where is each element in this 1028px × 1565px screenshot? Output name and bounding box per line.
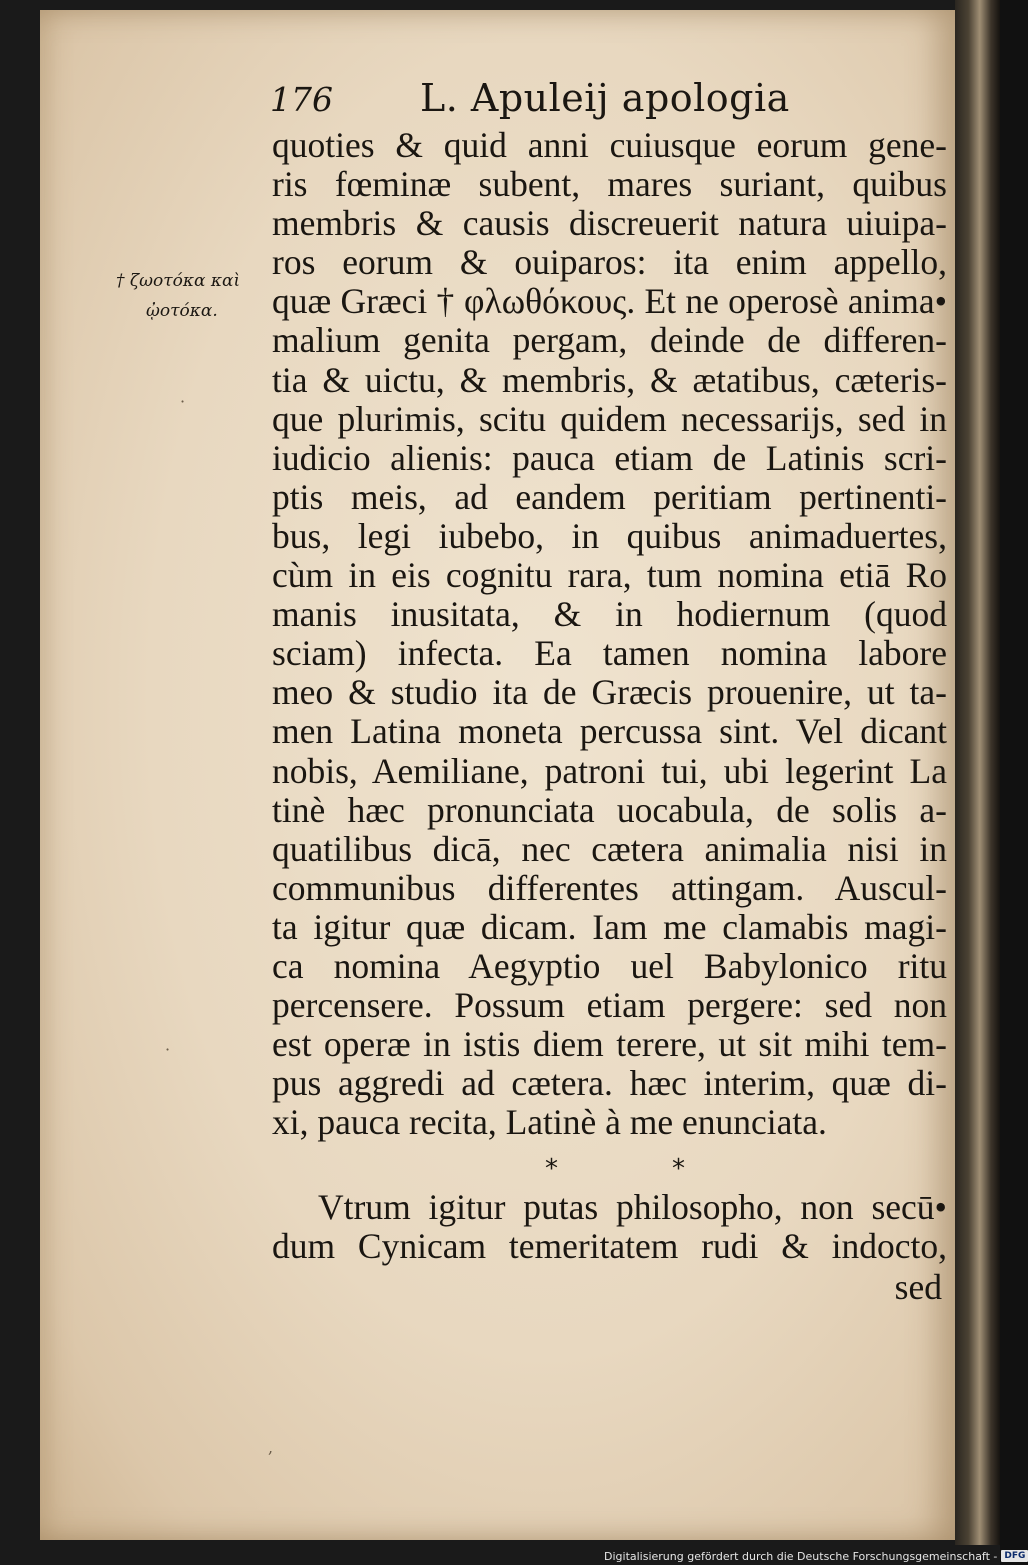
text-line: cùm in eis cognitu rara, tum nomina etiā Ro (272, 555, 947, 596)
section-separator (545, 1154, 685, 1184)
main-text-block (272, 126, 947, 1142)
text-line: quoties & quid anni cuiusque eorum gene- (272, 125, 947, 165)
text-line: quatilibus dicā, nec cætera animalia nisi in (272, 828, 947, 869)
text-line: tinè hæc pronunciata uocabula, de solis a- (272, 789, 947, 830)
margin-note-line-2: ᾠοτόκα. (146, 301, 218, 321)
text-line: nobis, Aemiliane, patroni tui, ubi legerint La (272, 750, 947, 791)
text-line: ros eorum & ouiparos: ita enim appello, (272, 242, 947, 283)
margin-note-line-1: † ζωοτόκα καὶ (116, 271, 241, 291)
asterisk-right: * (672, 1154, 685, 1184)
text-line: dum Cynicam temeritatem rudi & indocto, (272, 1226, 947, 1267)
margin-note (116, 266, 276, 326)
text-line: percensere. Possum etiam pergere: sed non (272, 985, 947, 1026)
text-line: iudicio alienis: pauca etiam de Latinis scri- (272, 437, 947, 478)
text-line: ptis meis, ad eandem peritiam pertinenti- (272, 476, 947, 517)
asterisk-left: * (545, 1154, 558, 1184)
running-title: L. Apuleij apologia (420, 76, 790, 120)
text-line: bus, legi iubebo, in quibus animaduertes, (272, 515, 947, 556)
page-header (270, 76, 960, 126)
digitization-credit (604, 1547, 1026, 1565)
text-line: que plurimis, scitu quidem necessarijs, sed in (272, 398, 947, 439)
text-line: membris & causis discreuerit natura uiuipa- (272, 203, 947, 244)
text-line: xi, pauca recita, Latinè à me enunciata. (272, 1102, 827, 1143)
second-paragraph (272, 1188, 947, 1266)
text-line: ris fœminæ subent, mares suriant, quibus (272, 164, 947, 205)
catchword: sed (894, 1267, 942, 1307)
text-line: pus aggredi ad cætera. hæc interim, quæ di- (272, 1063, 947, 1104)
text-line: quæ Græci † φλωθόκους. Et ne operosè anima• (272, 281, 947, 322)
text-line: ta igitur quæ dicam. Iam me clamabis magi- (272, 906, 947, 947)
stray-mark: , (268, 1438, 274, 1457)
page-edge-strip (955, 0, 1000, 1545)
text-line: ca nomina Aegyptio uel Babylonico ritu (272, 945, 947, 986)
page-number: 176 (270, 80, 333, 119)
dfg-logo: DFG (1001, 1550, 1028, 1562)
text-line: communibus differentes attingam. Auscul- (272, 867, 947, 908)
text-line: men Latina moneta percussa sint. Vel dicant (272, 711, 947, 752)
text-line: tia & uictu, & membris, & ætatibus, cæteris- (272, 359, 947, 400)
text-line: meo & studio ita de Græcis prouenire, ut ta- (272, 672, 947, 713)
text-line: Vtrum igitur putas philosopho, non secū• (318, 1187, 947, 1227)
stray-mark: · (180, 392, 186, 411)
text-line: est operæ in istis diem terere, ut sit mihi tem- (272, 1024, 947, 1065)
stray-mark: · (165, 1040, 171, 1059)
text-line: manis inusitata, & in hodiernum (quod (272, 594, 947, 635)
credit-text: Digitalisierung gefördert durch die Deutsche Forschungsgemeinschaft - (604, 1549, 998, 1563)
text-line: malium genita pergam, deinde de differen- (272, 320, 947, 361)
text-line: sciam) infecta. Ea tamen nomina labore (272, 633, 947, 674)
